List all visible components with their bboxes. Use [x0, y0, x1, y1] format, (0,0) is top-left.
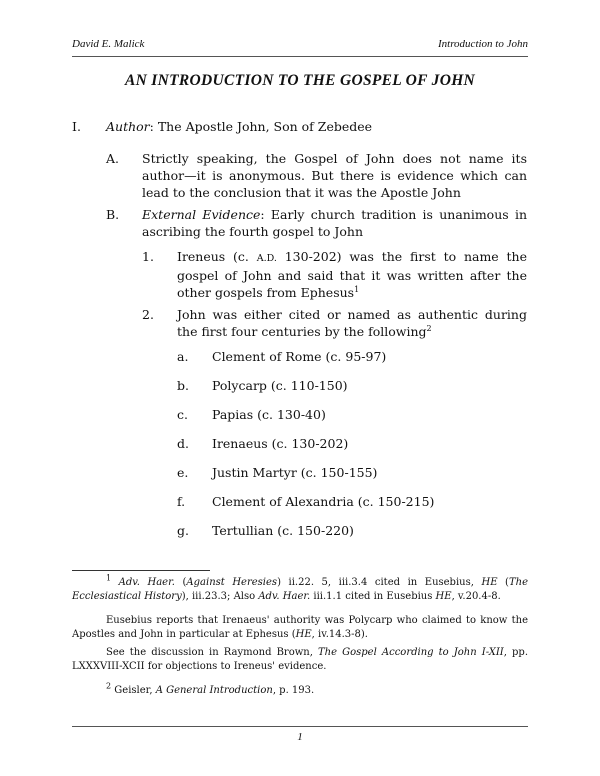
item-2-label: 2. [142, 307, 154, 322]
witness-label: d. [177, 436, 189, 451]
point-b-text: External Evidence: Early church tradition is unanimous in ascribing the fourth gospel to John [142, 207, 527, 239]
footnote-separator [72, 570, 210, 571]
item-2-text: John was either cited or named as authentic during the first four centuries by the following$^2$ [177, 307, 527, 339]
witness-label: f. [177, 494, 186, 509]
witness-label: b. [177, 378, 189, 393]
footnote-1: $^1$ Adv. Haer. (Against Heresies) ii.22. 5, iii.3.4 cited in Eusebius, HE (The Ecclesiastical History), iii.23.3; Also Adv. Haer. iii.1.1 cited in Eusebius HE, v.20.4-8. [72, 573, 528, 602]
witness-label: a. [177, 349, 189, 364]
witness-text: Clement of Alexandria (c. 150-215) [212, 494, 435, 509]
footnote-1-para-2: Eusebius reports that Irenaeus' authority was Polycarp who claimed to know the Apostles and John in particular at Ephesus (HE, iv.14.3-8). [72, 615, 528, 640]
page-number: 1 [297, 731, 303, 743]
witness-text: Justin Martyr (c. 150-155) [212, 465, 378, 480]
page-title: AN INTRODUCTION TO THE GOSPEL OF JOHN [124, 72, 476, 89]
header-rule [72, 56, 528, 57]
witness-label: g. [177, 523, 189, 538]
witness-text: Papias (c. 130-40) [212, 407, 326, 422]
footnote-ref-2[interactable]: 2 [426, 323, 432, 333]
header-title: Introduction to John [437, 38, 528, 50]
header-author: David E. Malick [72, 38, 145, 50]
point-a-label: A. [106, 151, 120, 166]
witness-label: e. [177, 465, 189, 480]
section-i-heading: Author: The Apostle John, Son of Zebedee [106, 119, 373, 134]
item-1-text: Ireneus (c. A.D. 130-202) was the first to name the gospel of John and said that it was written after the other gospels from Ephesus$^1$ [177, 249, 527, 300]
footnote-2: $^2$ Geisler, A General Introduction, p. 193. [106, 681, 315, 696]
witness-text: Tertullian (c. 150-220) [212, 523, 354, 538]
point-a-text: Strictly speaking, the Gospel of John does not name its author—it is anonymous. But there is evidence which can lead to the conclusion that it was the Apostle John [142, 151, 527, 200]
section-i-label: I. [72, 119, 81, 134]
point-b-label: B. [106, 207, 120, 222]
item-1-label: 1. [142, 249, 154, 264]
witness-text: Clement of Rome (c. 95-97) [212, 349, 387, 364]
witness-text: Irenaeus (c. 130-202) [212, 436, 349, 451]
footnote-ref-1[interactable]: 1 [354, 284, 360, 294]
witness-text: Polycarp (c. 110-150) [212, 378, 348, 393]
footer-rule [72, 726, 528, 727]
witness-label: c. [177, 407, 188, 422]
footnote-1-para-3: See the discussion in Raymond Brown, The Gospel According to John I-XII, pp. LXXXVIII-XCII for objections to Ireneus' evidence. [72, 647, 529, 672]
